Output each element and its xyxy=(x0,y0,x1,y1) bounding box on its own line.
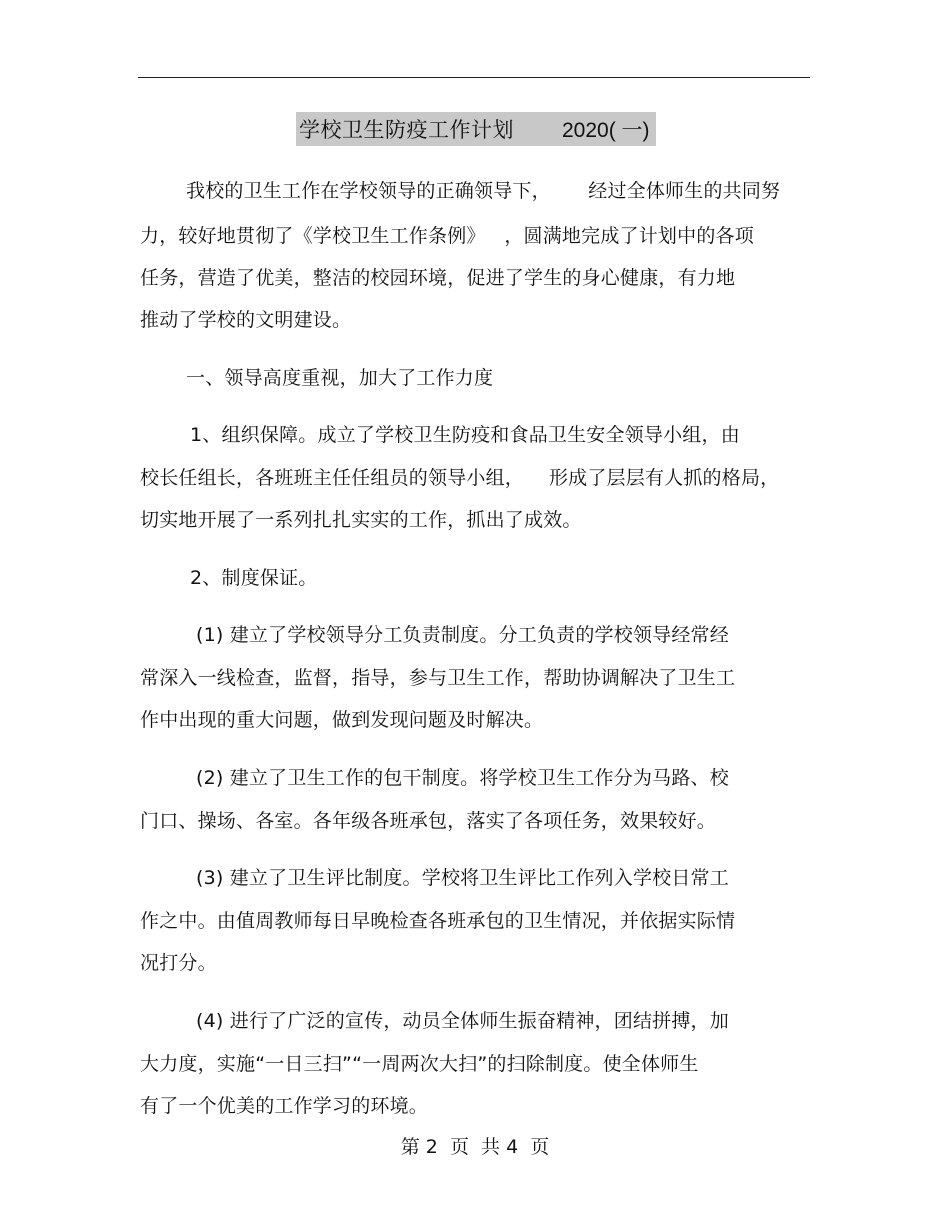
document-title xyxy=(296,112,656,146)
paragraph-line: 力，较好地贯彻了《学校卫生工作条例》 ，圆满地完成了计划中的各项 xyxy=(140,225,754,247)
header-rule xyxy=(138,77,810,78)
paragraph-line: (4) 进行了广泛的宣传，动员全体师生振奋精神，团结拼搏，加 xyxy=(196,1010,729,1032)
paragraph-line: 切实地开展了一系列扎扎实实的工作，抓出了成效。 xyxy=(140,509,582,531)
page-footer: 第 2 页 共 4 页 xyxy=(400,1136,550,1158)
paragraph-line: 推动了学校的文明建设。 xyxy=(140,309,352,331)
paragraph-line: (2) 建立了卫生工作的包干制度。将学校卫生工作分为马路、校 xyxy=(196,767,729,789)
subsection-heading: 2、制度保证。 xyxy=(190,567,318,589)
title-text: 学校卫生防疫工作计划 xyxy=(299,118,514,142)
paragraph-line: 任务，营造了优美，整洁的校园环境，促进了学生的身心健康，有力地 xyxy=(140,267,736,289)
paragraph-line: 有了一个优美的工作学习的环境。 xyxy=(140,1095,429,1117)
paragraph-line: 常深入一线检查，监督，指导，参与卫生工作，帮助协调解决了卫生工 xyxy=(140,667,736,689)
paragraph-line: 作中出现的重大问题，做到发现问题及时解决。 xyxy=(140,709,544,731)
paragraph-line: 况打分。 xyxy=(140,952,217,974)
title-year: 2020( 一) xyxy=(562,119,650,142)
section-heading: 一、领导高度重视，加大了工作力度 xyxy=(186,367,494,389)
paragraph-line: (1) 建立了学校领导分工负责制度。分工负责的学校领导经常经 xyxy=(196,624,729,646)
paragraph-line: 校长任组长，各班班主任任组员的领导小组， 形成了层层有人抓的格局， xyxy=(140,467,780,489)
paragraph-line: (3) 建立了卫生评比制度。学校将卫生评比工作列入学校日常工 xyxy=(196,867,729,889)
paragraph-line: 我校的卫生工作在学校领导的正确领导下， 经过全体师生的共同努 xyxy=(186,180,781,202)
paragraph-line: 大力度，实施“一日三扫”“一周两次大扫”的扫除制度。使全体师生 xyxy=(140,1053,699,1075)
paragraph-line: 门口、操场、各室。各年级各班承包，落实了各项任务，效果较好。 xyxy=(140,810,717,832)
paragraph-line: 作之中。由值周教师每日早晚检查各班承包的卫生情况，并依据实际情 xyxy=(140,910,736,932)
paragraph-line: 1、组织保障。成立了学校卫生防疫和食品卫生安全领导小组，由 xyxy=(190,424,740,446)
